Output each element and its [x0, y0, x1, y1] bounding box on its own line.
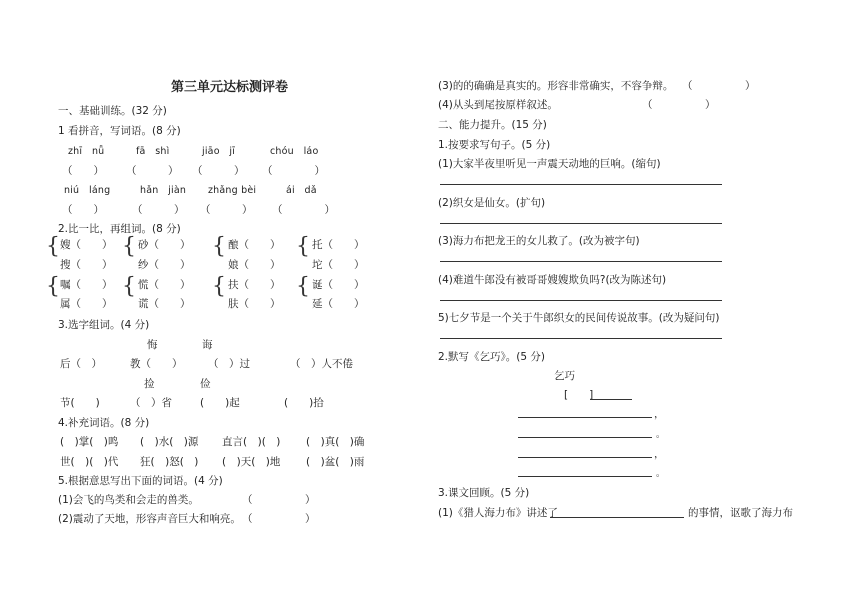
fill-item[interactable]: 狂( )怒( ): [140, 456, 199, 468]
choice-char: 捡: [144, 378, 155, 390]
choice-char: 悔: [147, 339, 158, 351]
choice-char: 俭: [200, 378, 211, 390]
poem-line[interactable]: [518, 476, 652, 477]
sentence-task: (1)大家半夜里听见一声震天动地的巨响。(缩句): [438, 158, 661, 170]
page-title: 第三单元达标测评卷: [171, 80, 289, 95]
pinyin: jiāo jī: [202, 146, 236, 157]
compare-item[interactable]: 搜（ ）: [60, 259, 113, 271]
definition-item: (2)震动了天地，形容声音巨大和响亮。: [58, 513, 241, 525]
answer-blank[interactable]: （ ）: [132, 204, 185, 216]
section-heading: 二、能力提升。(15 分): [438, 119, 547, 131]
compare-item[interactable]: 嫂（ ）: [60, 239, 113, 251]
section-heading: 一、基础训练。(32 分): [58, 105, 167, 117]
compare-item[interactable]: 属（ ）: [60, 298, 113, 310]
punctuation: 。: [656, 469, 666, 479]
brace: {: [296, 234, 310, 259]
answer-blank[interactable]: （ ）: [126, 165, 179, 177]
brace: {: [212, 234, 226, 259]
question-heading: 3.选字组词。(4 分): [58, 319, 150, 331]
answer-blank[interactable]: （ ）: [192, 165, 245, 177]
question-heading: 2.比一比，再组词。(8 分): [58, 223, 181, 235]
compare-item[interactable]: 娘（ ）: [228, 259, 281, 271]
brace: {: [46, 234, 60, 259]
compare-item[interactable]: 慌（ ）: [138, 279, 191, 291]
answer-blank[interactable]: （ ）: [682, 80, 756, 92]
pinyin: chóu láo: [270, 146, 319, 157]
answer-blank[interactable]: （ ）: [272, 204, 335, 216]
choice-char: 诲: [202, 339, 213, 351]
compare-item[interactable]: 托（ ）: [312, 239, 365, 251]
fill-item[interactable]: （ ）省: [130, 397, 172, 409]
answer-line[interactable]: [590, 399, 632, 400]
review-text: (1)《猎人海力布》讲述了: [438, 507, 558, 519]
answer-line[interactable]: [550, 517, 684, 518]
pinyin: ái dǎ: [286, 185, 317, 196]
compare-item[interactable]: 酿（ ）: [228, 239, 281, 251]
fill-item[interactable]: ( )水( )源: [140, 436, 199, 448]
fill-item[interactable]: ( )起: [200, 397, 240, 409]
pinyin: fā shì: [136, 146, 170, 157]
compare-item[interactable]: 谎（ ）: [138, 298, 191, 310]
punctuation: ，: [654, 448, 665, 460]
compare-item[interactable]: 延（ ）: [312, 298, 365, 310]
brace: {: [122, 274, 136, 299]
fill-item[interactable]: ( )拾: [284, 397, 324, 409]
answer-blank[interactable]: （ ）: [642, 99, 716, 111]
answer-line[interactable]: [440, 300, 722, 301]
question-heading: 3.课文回顾。(5 分): [438, 487, 530, 499]
question-heading: 2.默写《乞巧》。(5 分): [438, 351, 545, 363]
definition-item: (1)会飞的鸟类和会走的兽类。: [58, 494, 199, 506]
answer-line[interactable]: [440, 261, 722, 262]
pinyin: niú láng: [64, 185, 111, 196]
answer-line[interactable]: [440, 338, 722, 339]
brace: {: [296, 274, 310, 299]
punctuation: 。: [656, 430, 666, 440]
question-heading: 1.按要求写句子。(5 分): [438, 139, 551, 151]
fill-item[interactable]: 直言( )( ): [222, 436, 281, 448]
question-heading: 5.根据意思写出下面的词语。(4 分): [58, 475, 223, 487]
review-text: 的事情，讴歌了海力布: [688, 507, 793, 519]
compare-item[interactable]: 坨（ ）: [312, 259, 365, 271]
answer-line[interactable]: [440, 223, 722, 224]
question-heading: 1 看拼音，写词语。(8 分): [58, 125, 181, 137]
fill-item[interactable]: 世( )( )代: [60, 456, 119, 468]
answer-blank[interactable]: （ ）: [262, 165, 325, 177]
pinyin: zhǎng bèi: [208, 185, 257, 196]
poem-title: 乞巧: [554, 370, 575, 382]
punctuation: ，: [654, 408, 665, 420]
pinyin: hǎn jiàn: [140, 185, 187, 196]
fill-item[interactable]: 节( ): [60, 397, 100, 409]
fill-item[interactable]: ( )真( )确: [306, 436, 365, 448]
brace: {: [122, 234, 136, 259]
compare-item[interactable]: 嘱（ ）: [60, 279, 113, 291]
answer-line[interactable]: [440, 184, 722, 185]
compare-item[interactable]: 扶（ ）: [228, 279, 281, 291]
poem-line[interactable]: [518, 417, 652, 418]
fill-item[interactable]: ( )天( )地: [222, 456, 281, 468]
answer-blank[interactable]: （ ）: [62, 165, 104, 177]
answer-blank[interactable]: （ ）: [242, 494, 316, 506]
definition-item: (4)从头到尾按原样叙述。: [438, 99, 558, 111]
compare-item[interactable]: 纱（ ）: [138, 259, 191, 271]
sentence-task: (4)难道牛郎没有被哥哥嫂嫂欺负吗?(改为陈述句): [438, 274, 667, 286]
sentence-task: (2)织女是仙女。(扩句): [438, 197, 546, 209]
fill-item[interactable]: （ ）过: [208, 358, 250, 370]
compare-item[interactable]: 诞（ ）: [312, 279, 365, 291]
definition-item: (3)的的确确是真实的。形容非常确实，不容争辩。: [438, 80, 674, 92]
poem-author-blank[interactable]: [ ]: [564, 389, 594, 401]
poem-line[interactable]: [518, 457, 652, 458]
answer-blank[interactable]: （ ）: [62, 204, 104, 216]
answer-blank[interactable]: （ ）: [200, 204, 253, 216]
fill-item[interactable]: ( )掌( )鸣: [60, 436, 119, 448]
brace: {: [46, 274, 60, 299]
compare-item[interactable]: 砂（ ）: [138, 239, 191, 251]
sentence-task: (3)海力布把龙王的女儿救了。(改为被字句): [438, 235, 640, 247]
answer-blank[interactable]: （ ）: [242, 513, 316, 525]
brace: {: [212, 274, 226, 299]
sentence-task: 5)七夕节是一个关于牛郎织女的民间传说故事。(改为疑问句): [438, 312, 720, 324]
fill-item[interactable]: （ ）人不倦: [290, 358, 353, 370]
compare-item[interactable]: 肤（ ）: [228, 298, 281, 310]
fill-item[interactable]: ( )盆( )雨: [306, 456, 365, 468]
pinyin: zhī nǚ: [68, 146, 105, 157]
poem-line[interactable]: [518, 437, 652, 438]
question-heading: 4.补充词语。(8 分): [58, 417, 150, 429]
fill-item[interactable]: 教（ ）: [130, 358, 183, 370]
fill-item[interactable]: 后（ ）: [60, 358, 102, 370]
